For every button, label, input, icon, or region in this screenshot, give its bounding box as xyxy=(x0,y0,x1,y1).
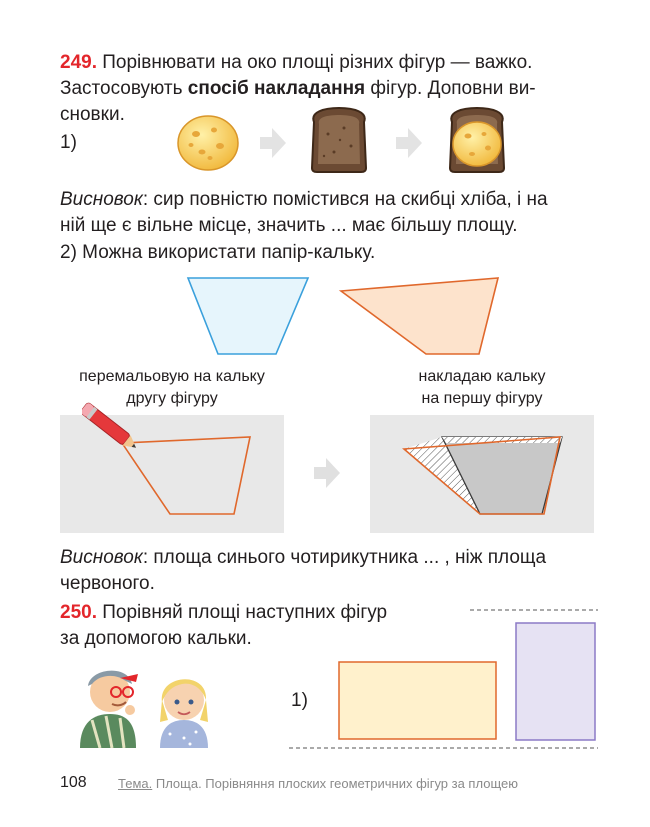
cheese-slice-image xyxy=(176,112,240,172)
ex249-item1-label: 1) xyxy=(60,132,77,153)
page-number: 108 xyxy=(60,774,87,791)
caption-right-line1: накладаю кальку xyxy=(418,368,546,385)
conclusion1-line1: : сир повністю помістився на скибці хліба, і на xyxy=(142,189,548,210)
page-footer-topic xyxy=(118,776,598,791)
dashed-line-bottom xyxy=(289,746,598,750)
pencil-icon xyxy=(82,396,144,448)
ex249-conclusion2 xyxy=(60,545,600,597)
ex249-conclusion1 xyxy=(60,187,600,239)
ex249-intro-line1: Порівнювати на око площі різних фігур — важко. xyxy=(102,52,533,73)
overlay-figure xyxy=(370,415,594,533)
ex250-text xyxy=(60,600,440,652)
topic-text: Площа. Порівняння плоских геометричних фігур за площею xyxy=(152,776,518,791)
caption-left-line1: перемальовую на кальку xyxy=(79,368,265,385)
arrow-right-icon xyxy=(396,128,422,158)
caption-left-line2: другу фігуру xyxy=(126,390,218,407)
ex249-number: 249. xyxy=(60,52,97,73)
ex249-intro-line2-post: фігур. Доповни ви- xyxy=(365,78,536,99)
orange-quadrilateral-shape xyxy=(338,276,502,358)
ex249-method-bold: спосіб накладання xyxy=(187,78,366,99)
topic-label: Тема. xyxy=(118,776,153,791)
arrow-right-icon xyxy=(314,458,340,488)
ex250-line1: Порівняй площі наступних фігур xyxy=(102,602,388,623)
caption-right xyxy=(370,366,594,410)
conclusion1-word: Висновок xyxy=(60,189,143,210)
lavender-rectangle-shape xyxy=(515,622,597,742)
ex250-item1-label: 1) xyxy=(291,690,308,711)
ex249-intro-line3: сновки. xyxy=(60,104,125,125)
bread-with-cheese-image xyxy=(444,106,510,174)
conclusion2-line2: червоного. xyxy=(60,573,155,594)
children-illustration xyxy=(72,660,212,748)
yellow-rectangle-shape xyxy=(338,661,498,741)
overlay-panel xyxy=(370,415,594,533)
ex249-item2: 2) Можна використати папір-кальку. xyxy=(60,242,376,263)
arrow-right-icon xyxy=(260,128,286,158)
conclusion2-line1: : площа синього чотирикутника ... , ніж площа xyxy=(142,547,547,568)
caption-right-line2: на першу фігуру xyxy=(421,390,543,407)
bread-slice-image xyxy=(306,106,372,174)
ex250-line2: за допомогою кальки. xyxy=(60,628,252,649)
ex249-intro-line2-pre: Застосовують xyxy=(60,78,188,99)
conclusion2-word: Висновок xyxy=(60,547,143,568)
conclusion1-line2: ній ще є вільне місце, значить ... має більшу площу. xyxy=(60,215,518,236)
ex250-number: 250. xyxy=(60,602,97,623)
dashed-line-top xyxy=(470,608,598,612)
blue-quadrilateral-shape xyxy=(186,276,312,358)
